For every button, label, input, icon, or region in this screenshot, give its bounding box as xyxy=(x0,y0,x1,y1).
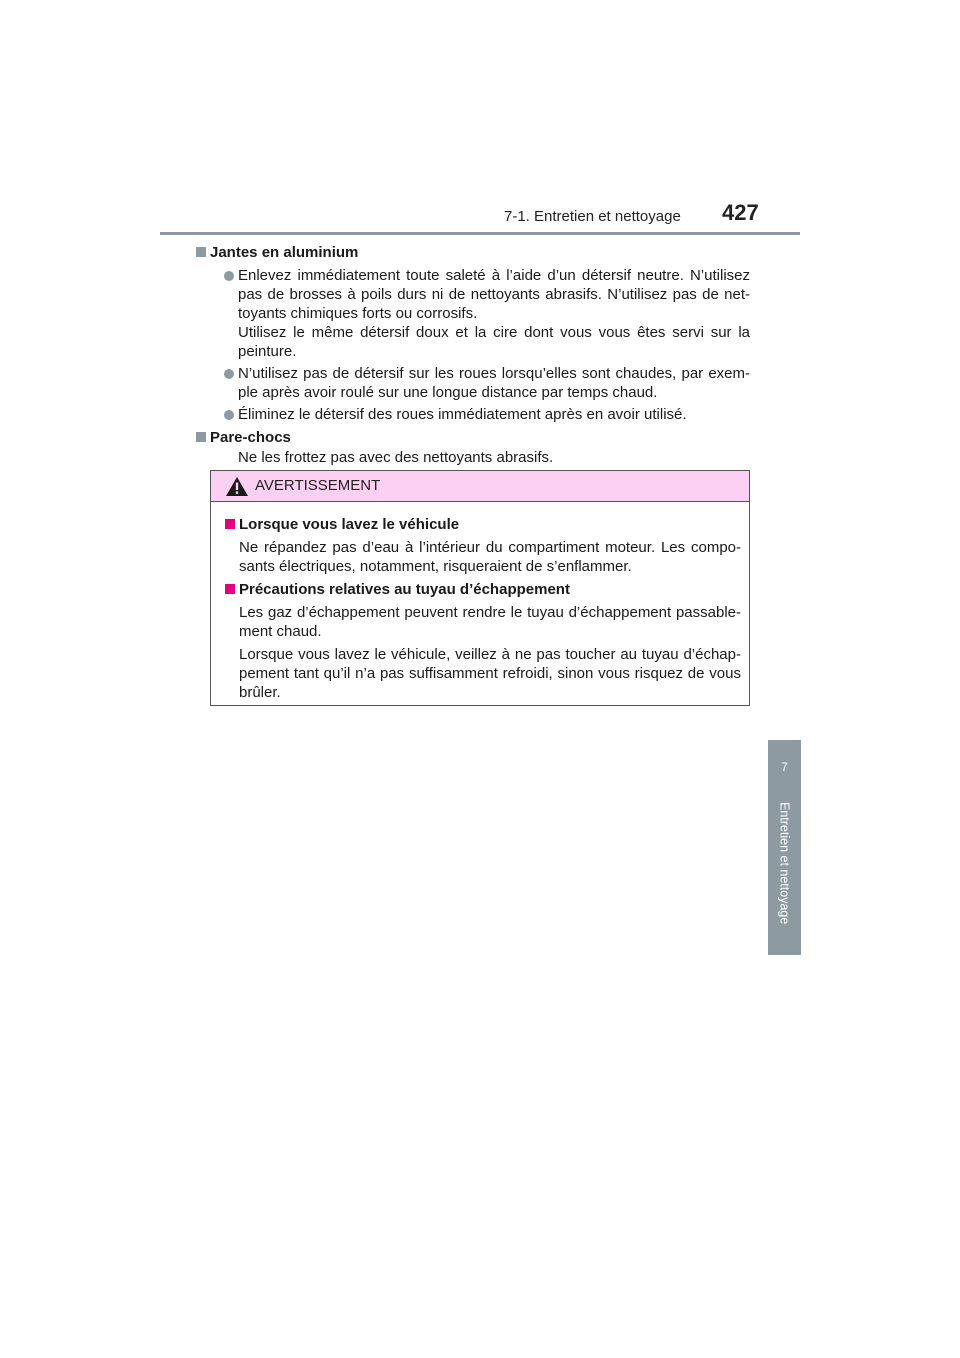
square-bullet-icon xyxy=(225,519,235,529)
warning-heading-text: Précautions relatives au tuyau d’échappement xyxy=(239,581,570,598)
bullet-text: Utilisez le même détersif doux et la cire dont vous vous êtes servi sur la peinture. xyxy=(238,324,750,360)
round-bullet-icon xyxy=(224,410,234,420)
warning-body xyxy=(211,502,749,702)
round-bullet-icon xyxy=(224,369,234,379)
list-item xyxy=(210,364,750,402)
section-heading-alloy-wheels xyxy=(210,242,750,263)
square-bullet-icon xyxy=(196,247,206,257)
page-number: 427 xyxy=(722,200,759,225)
bullet-text: Éliminez le détersif des roues immédiatement après en avoir utilisé. xyxy=(238,406,687,423)
warning-header xyxy=(211,471,749,502)
warning-triangle-icon xyxy=(226,477,248,496)
warning-text: Lorsque vous lavez le véhicule, veillez à ne pas toucher au tuyau d’échappement tant qu’il n’a pas suffisamment refroidi, sinon vous risquez de vous brûler. xyxy=(239,646,741,701)
side-tab-label: Entretien et nettoyage xyxy=(777,802,792,925)
warning-box xyxy=(210,470,750,706)
list-item xyxy=(210,266,750,361)
warning-text: Les gaz d’échappement peuvent rendre le tuyau d’échappement passablement chaud. xyxy=(239,604,741,640)
warning-heading-exhaust xyxy=(239,579,741,600)
header-divider xyxy=(160,232,800,235)
warning-heading-text: Lorsque vous lavez le véhicule xyxy=(239,516,460,533)
main-content xyxy=(210,242,750,467)
section-text: Ne les frottez pas avec des nettoyants abrasifs. xyxy=(238,449,554,466)
side-tab-number: 7 xyxy=(781,760,788,774)
bullet-text: Enlevez immédiatement toute saleté à l’aide d’un détersif neutre. N’utilisez pas de brosses à poils durs ni de nettoyants abrasifs. N’utilisez pas de nettoyants chimiques forts ou corrosifs. xyxy=(238,267,750,322)
bullet-text: N’utilisez pas de détersif sur les roues lorsqu’elles sont chaudes, par exemple après avoir roulé sur une longue distance par temps chaud. xyxy=(238,365,750,401)
list-item xyxy=(210,405,750,424)
section-heading-text: Pare-chocs xyxy=(210,429,291,446)
round-bullet-icon xyxy=(224,271,234,281)
square-bullet-icon xyxy=(225,584,235,594)
warning-title: AVERTISSEMENT xyxy=(255,477,381,494)
warning-heading-washing xyxy=(239,514,741,535)
square-bullet-icon xyxy=(196,432,206,442)
warning-text: Ne répandez pas d’eau à l’intérieur du compartiment moteur. Les composants électriques, notamment, risqueraient de s’enflammer. xyxy=(239,539,741,575)
chapter-header: 7-1. Entretien et nettoyage xyxy=(504,208,681,225)
section-heading-text: Jantes en aluminium xyxy=(210,244,359,261)
section-heading-bumpers xyxy=(210,427,750,448)
